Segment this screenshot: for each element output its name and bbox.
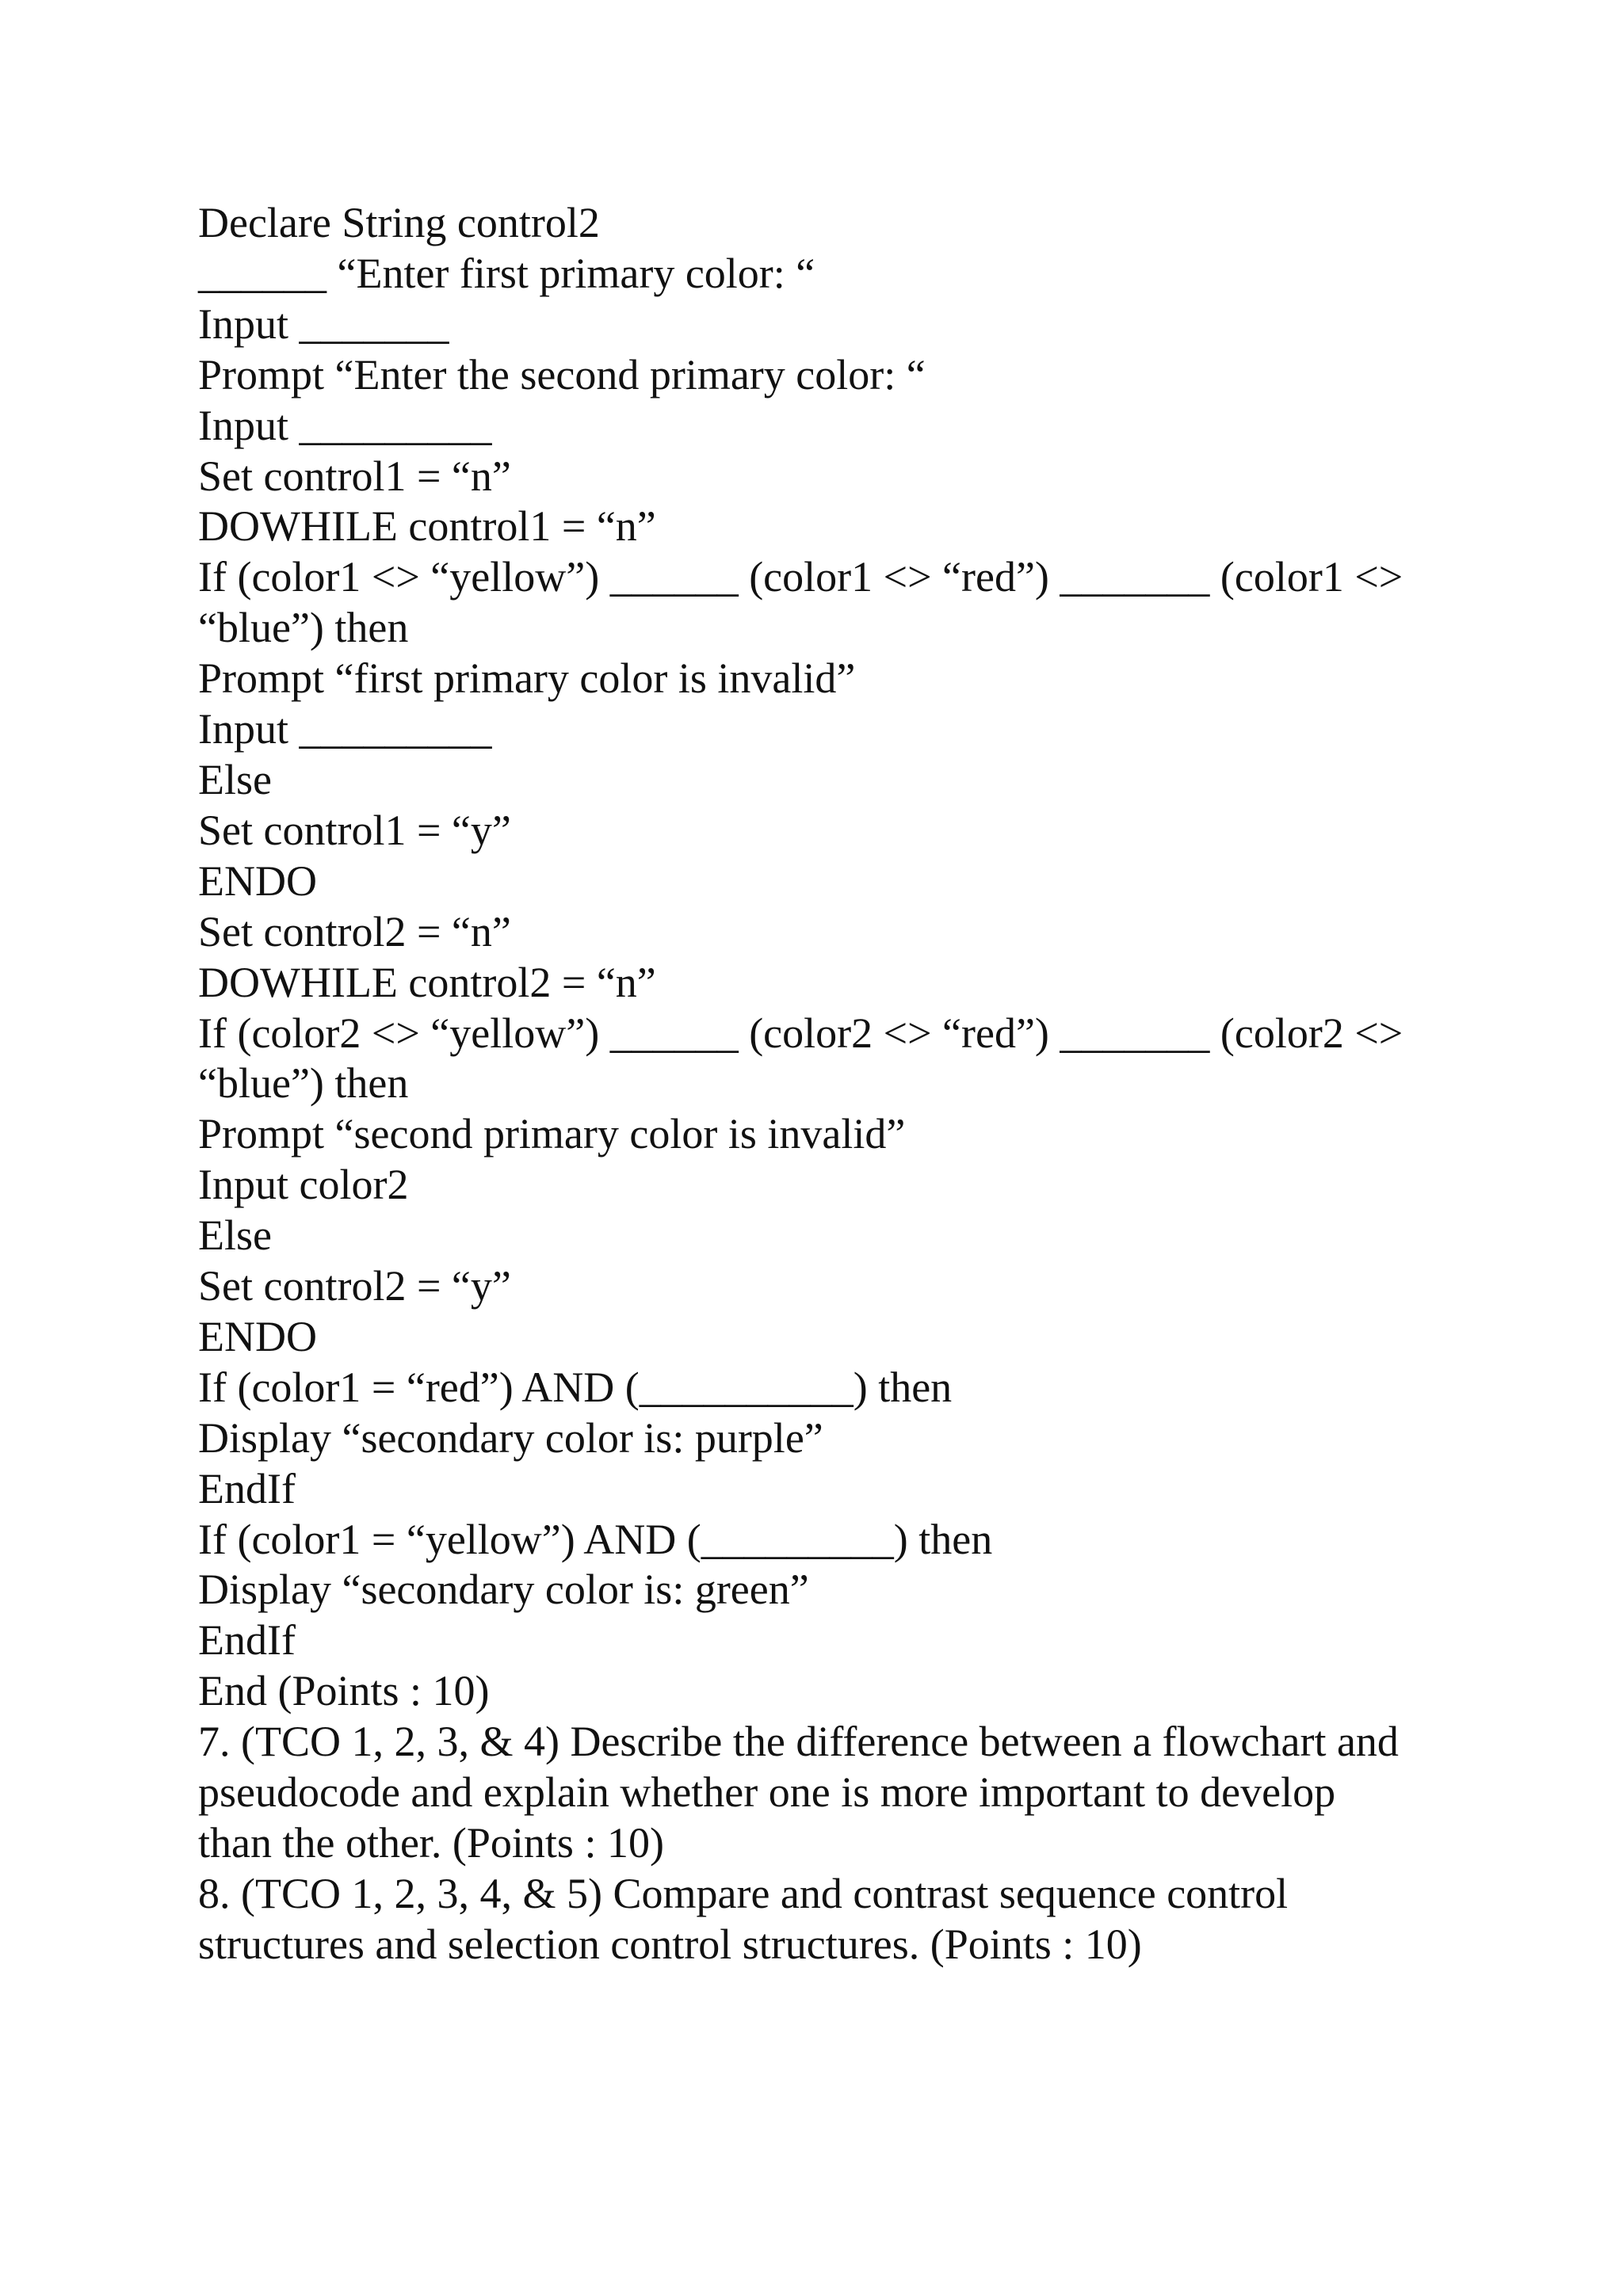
question-8 <box>198 1869 1434 1970</box>
code-line: End (Points : 10) <box>198 1667 490 1715</box>
code-line: Set control2 = “n” <box>198 907 511 955</box>
code-line: “blue”) then <box>198 604 409 652</box>
code-line: Input _________ <box>198 705 492 753</box>
question-line: 7. (TCO 1, 2, 3, & 4) Describe the difference between a flowchart and <box>198 1718 1399 1766</box>
code-line: “blue”) then <box>198 1059 409 1108</box>
question-line: than the other. (Points : 10) <box>198 1819 664 1867</box>
code-line: EndIf <box>198 1464 296 1512</box>
code-line: Set control1 = “n” <box>198 452 511 500</box>
code-line: If (color1 = “yellow”) AND (_________) then <box>198 1515 993 1563</box>
question-7 <box>198 1717 1434 1869</box>
code-line: If (color1 <> “yellow”) ______ (color1 <> “red”) _______ (color1 <> <box>198 553 1403 601</box>
code-line: ______ “Enter first primary color: “ <box>198 249 815 297</box>
code-line: Display “secondary color is: green” <box>198 1566 809 1614</box>
document-page <box>198 198 1434 1970</box>
code-line: Prompt “Enter the second primary color: “ <box>198 350 926 399</box>
code-line: Set control1 = “y” <box>198 806 511 854</box>
code-line: EndIf <box>198 1616 296 1665</box>
code-line: Input _______ <box>198 299 449 348</box>
code-line: DOWHILE control1 = “n” <box>198 502 656 551</box>
question-line: structures and selection control structures. (Points : 10) <box>198 1920 1142 1968</box>
code-line: Else <box>198 755 272 803</box>
pseudocode-block <box>198 198 1434 1717</box>
question-line: pseudocode and explain whether one is more important to develop <box>198 1768 1336 1817</box>
code-line: Set control2 = “y” <box>198 1262 511 1310</box>
code-line: DOWHILE control2 = “n” <box>198 958 656 1006</box>
code-line: Prompt “first primary color is invalid” <box>198 654 856 703</box>
code-line: Display “secondary color is: purple” <box>198 1413 823 1462</box>
code-line: Input _________ <box>198 401 492 449</box>
question-line: 8. (TCO 1, 2, 3, 4, & 5) Compare and contrast sequence control <box>198 1869 1289 1917</box>
code-line: Else <box>198 1211 272 1260</box>
code-line: If (color2 <> “yellow”) ______ (color2 <> “red”) _______ (color2 <> <box>198 1009 1403 1057</box>
code-line: ENDO <box>198 856 317 905</box>
code-line: Input color2 <box>198 1161 409 1209</box>
code-line: Prompt “second primary color is invalid” <box>198 1110 906 1158</box>
code-line: If (color1 = “red”) AND (__________) then <box>198 1363 953 1411</box>
code-line: ENDO <box>198 1312 317 1360</box>
code-line: Declare String control2 <box>198 199 600 246</box>
